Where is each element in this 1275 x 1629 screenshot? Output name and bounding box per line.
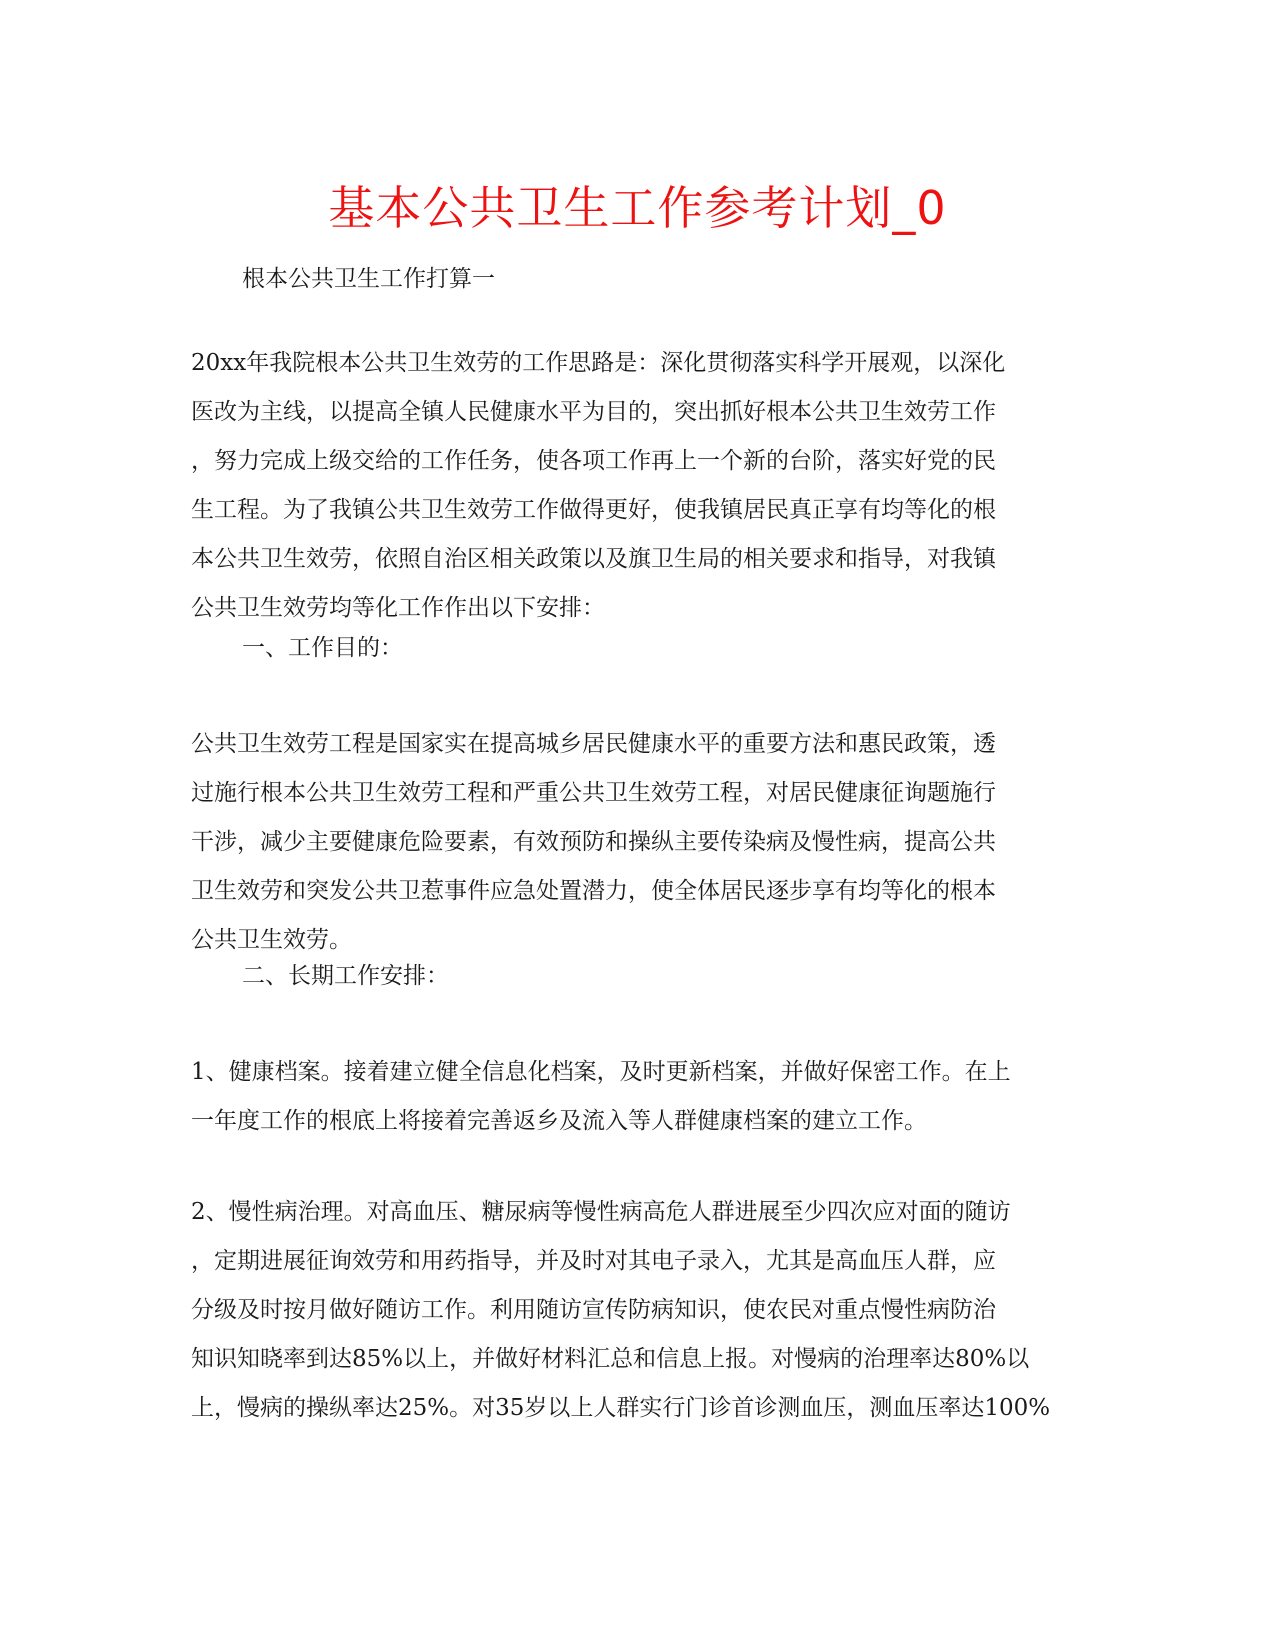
document-subtitle: 根本公共卫生工作打算一 [242, 266, 495, 292]
goal-paragraph [191, 720, 1081, 965]
paragraph-line: 知识知晓率到达85%以上，并做好材料汇总和信息上报。对慢病的治理率达80%以 [191, 1346, 1030, 1372]
paragraph-line: 公共卫生效劳工程是国家实在提高城乡居民健康水平的重要方法和惠民政策，透 [191, 731, 996, 757]
paragraph-line: 公共卫生效劳。 [191, 927, 352, 953]
paragraph-line: 公共卫生效劳均等化工作作出以下安排： [191, 595, 605, 621]
paragraph-line: 上，慢病的操纵率达25%。对35岁以上人群实行门诊首诊测血压，测血压率达100% [191, 1395, 1051, 1421]
paragraph-line: 一年度工作的根底上将接着完善返乡及流入等人群健康档案的建立工作。 [191, 1108, 927, 1134]
paragraph-line: 生工程。为了我镇公共卫生效劳工作做得更好，使我镇居民真正享有均等化的根 [191, 497, 996, 523]
paragraph-line: 20xx年我院根本公共卫生效劳的工作思路是：深化贯彻落实科学开展观，以深化 [191, 350, 1006, 376]
paragraph-line: 本公共卫生效劳，依照自治区相关政策以及旗卫生局的相关要求和指导，对我镇 [191, 546, 996, 572]
document-title: 基本公共卫生工作参考计划_0 [328, 181, 947, 235]
section-heading-goal: 一、工作目的： [242, 635, 403, 661]
paragraph-line: 过施行根本公共卫生效劳工程和严重公共卫生效劳工程，对居民健康征询题施行 [191, 780, 996, 806]
paragraph-line: 医改为主线，以提高全镇人民健康水平为目的，突出抓好根本公共卫生效劳工作 [191, 399, 996, 425]
paragraph-line: 干涉，减少主要健康危险要素，有效预防和操纵主要传染病及慢性病，提高公共 [191, 829, 996, 855]
paragraph-line: 卫生效劳和突发公共卫惹事件应急处置潜力，使全体居民逐步享有均等化的根本 [191, 878, 996, 904]
paragraph-line: 2、慢性病治理。对高血压、糖尿病等慢性病高危人群进展至少四次应对面的随访 [191, 1199, 1011, 1225]
section-heading-plan: 二、长期工作安排： [242, 963, 449, 989]
paragraph-line: ，努力完成上级交给的工作任务，使各项工作再上一个新的台阶，落实好党的民 [191, 448, 996, 474]
chronic-disease-paragraph [191, 1188, 1081, 1433]
paragraph-line: ，定期进展征询效劳和用药指导，并及时对其电子录入，尤其是高血压人群，应 [191, 1248, 996, 1274]
health-records-paragraph [191, 1048, 1081, 1146]
paragraph-line: 分级及时按月做好随访工作。利用随访宣传防病知识，使农民对重点慢性病防治 [191, 1297, 996, 1323]
paragraph-line: 1、健康档案。接着建立健全信息化档案，及时更新档案，并做好保密工作。在上 [191, 1059, 1011, 1085]
intro-paragraph [191, 339, 1081, 633]
